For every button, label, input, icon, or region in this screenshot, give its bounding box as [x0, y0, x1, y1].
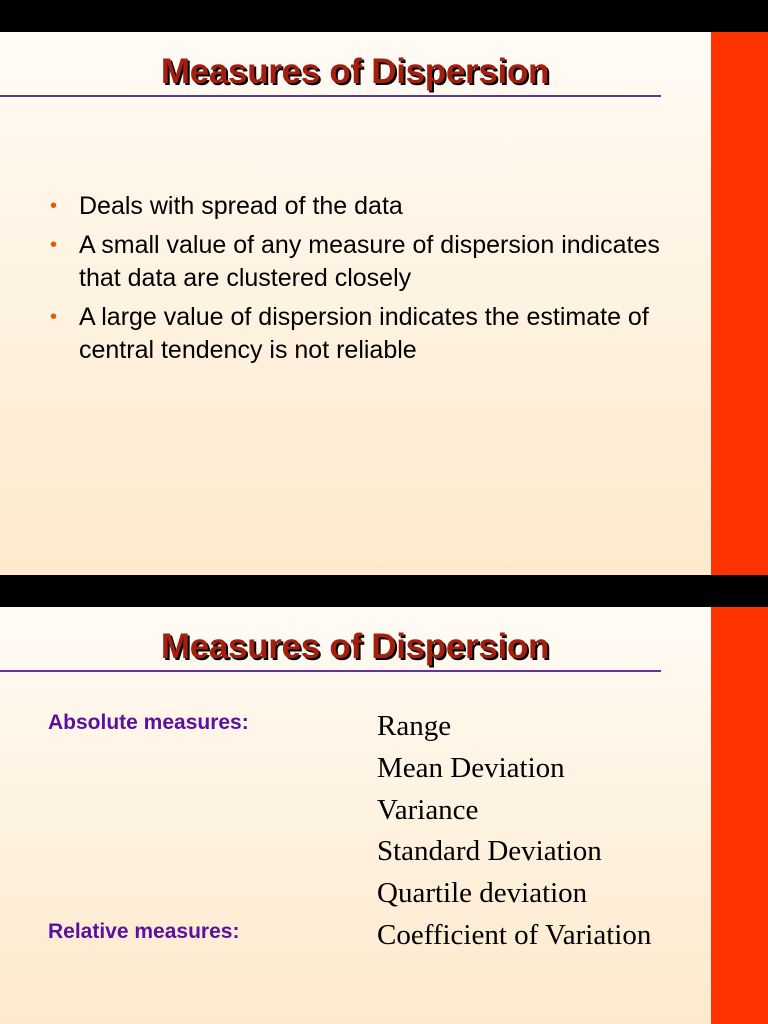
top-black-bar: [0, 0, 768, 32]
relative-measures-label: Relative measures:: [48, 920, 240, 943]
bullet-icon: •: [50, 234, 58, 256]
measure-item: Range: [377, 710, 452, 742]
bullet-item: [48, 229, 698, 295]
bullet-text: Deals with spread of the data: [79, 192, 403, 220]
accent-bar: [711, 607, 768, 1024]
bullet-list: [48, 190, 698, 373]
title-underline: [0, 670, 661, 672]
measure-item: Variance: [377, 793, 479, 826]
absolute-measures-label: Absolute measures:: [48, 711, 249, 734]
bullet-icon: •: [50, 195, 58, 217]
title-underline: [0, 95, 661, 97]
bullet-item: [48, 301, 698, 367]
bullet-item: [48, 190, 698, 223]
slide-title: Measures of Dispersion: [160, 52, 550, 91]
slide-title: Measures of Dispersion: [160, 627, 550, 666]
separator-black-bar: [0, 575, 768, 607]
measure-item: Mean Deviation: [377, 751, 565, 784]
bullet-text: A large value of dispersion indicates the estimate of central tendency is not reliable: [79, 303, 649, 364]
slide-1: [0, 32, 768, 575]
measure-item: Standard Deviation: [377, 835, 602, 868]
slide-2: [0, 607, 768, 1024]
measure-item: Coefficient of Variation: [377, 918, 652, 951]
bullet-text: A small value of any measure of dispersion indicates that data are clustered closely: [79, 231, 660, 292]
accent-bar: [711, 32, 768, 575]
measures-list: [377, 706, 651, 957]
measure-item: Quartile deviation: [377, 877, 588, 910]
bullet-icon: •: [50, 306, 58, 328]
